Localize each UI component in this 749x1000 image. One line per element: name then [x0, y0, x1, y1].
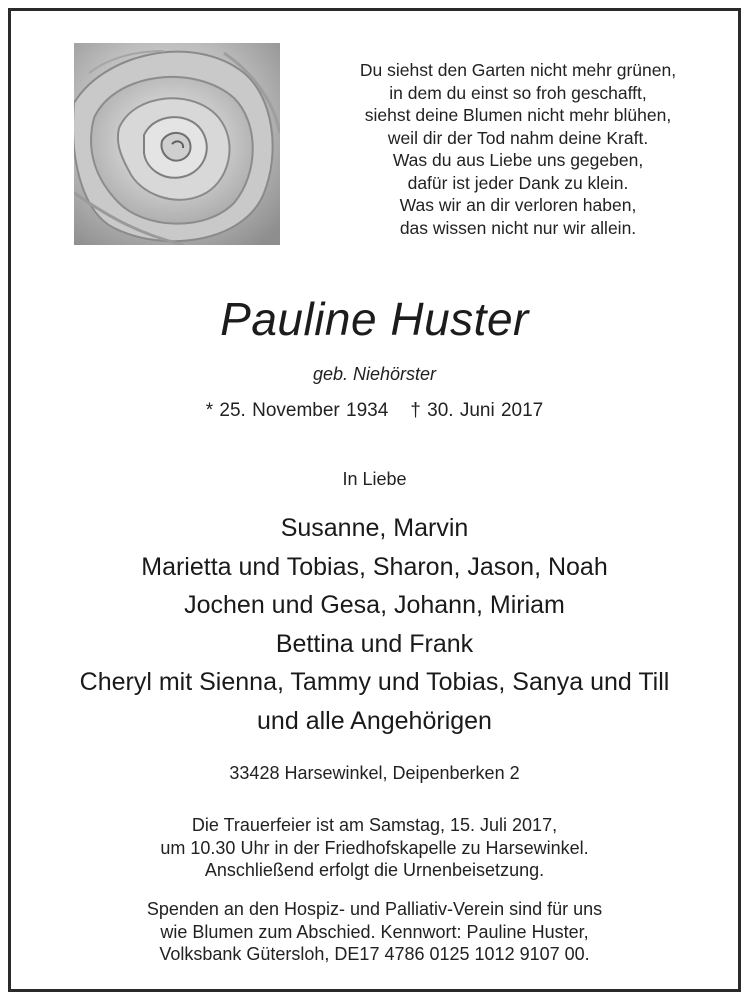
birth-date: * 25. November 1934 — [205, 400, 389, 421]
in-love-label: In Liebe — [342, 469, 407, 489]
donation-line: wie Blumen zum Abschied. Kennwort: Pauline Huster, — [160, 921, 589, 942]
family-line: Bettina und Frank — [275, 629, 474, 658]
poem-line: siehst deine Blumen nicht mehr blühen, — [364, 105, 672, 125]
obituary-frame — [8, 8, 741, 992]
family-list — [11, 509, 738, 740]
poem-line: Was wir an dir verloren haben, — [399, 195, 637, 215]
poem-line: dafür ist jeder Dank zu klein. — [407, 172, 629, 193]
poem-line: in dem du einst so froh geschafft, — [389, 82, 647, 103]
family-line: Susanne, Marvin — [280, 514, 469, 542]
donation-line: Volksbank Gütersloh, DE17 4786 0125 1012 9107 00. — [159, 944, 590, 964]
poem-line: Du siehst den Garten nicht mehr grünen, — [359, 60, 677, 80]
poem-line: das wissen nicht nur wir allein. — [399, 217, 637, 238]
family-line: Jochen und Gesa, Johann, Miriam — [184, 591, 565, 619]
death-date: † 30. Juni 2017 — [410, 400, 544, 421]
poem — [303, 59, 733, 239]
service-line: um 10.30 Uhr in der Friedhofskapelle zu Harsewinkel. — [160, 837, 589, 858]
deceased-name: Pauline Huster — [220, 293, 529, 345]
family-line: und alle Angehörigen — [257, 706, 492, 735]
service-info — [11, 814, 738, 882]
birth-name: geb. Niehörster — [312, 364, 437, 384]
donation-line: Spenden an den Hospiz- und Palliativ-Verein sind für uns — [146, 899, 603, 919]
service-line: Die Trauerfeier ist am Samstag, 15. Juli 2017, — [191, 815, 558, 835]
family-line: Cheryl mit Sienna, Tammy und Tobias, Sanya und Till — [79, 668, 670, 696]
rose-photo-icon — [74, 43, 280, 245]
donation-info — [11, 898, 738, 966]
address: 33428 Harsewinkel, Deipenberken 2 — [229, 763, 520, 783]
life-dates — [11, 400, 738, 422]
family-line: Marietta und Tobias, Sharon, Jason, Noah — [141, 552, 608, 581]
poem-line: Was du aus Liebe uns gegeben, — [392, 150, 644, 170]
poem-line: weil dir der Tod nahm deine Kraft. — [387, 127, 649, 148]
service-line: Anschließend erfolgt die Urnenbeisetzung. — [204, 860, 545, 880]
